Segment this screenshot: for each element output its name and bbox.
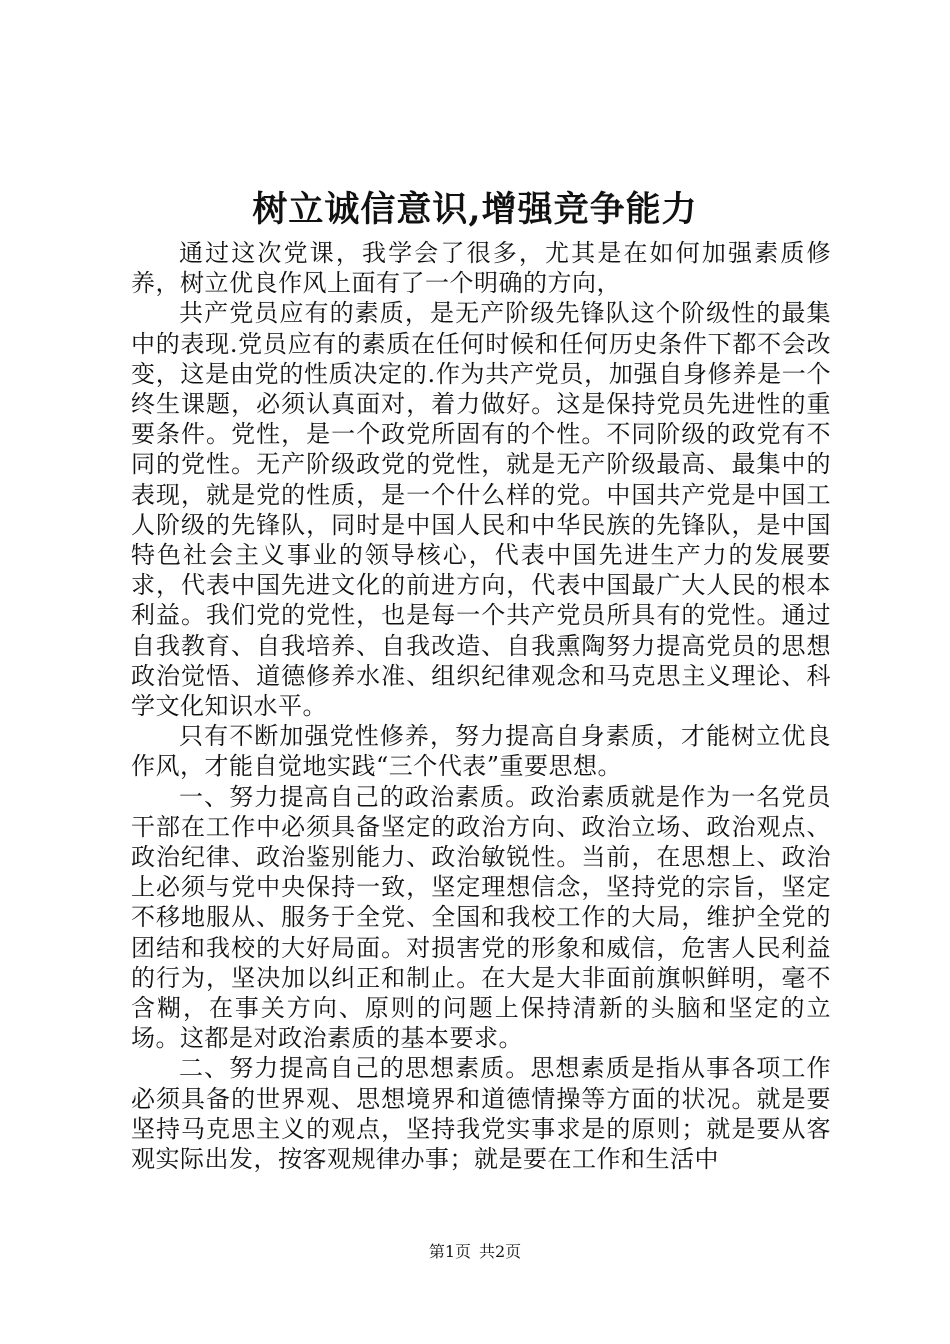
- paragraph-party-quality: 共产党员应有的素质，是无产阶级先锋队这个阶级性的最集中的表现.党员应有的素质在任何时候和任何历史条件下都不会改变，这是由党的性质决定的.作为共产党员，加强自身修养是一个终生课题，必须认真面对，着力做好。这是保持党员先进性的重要条件。党性，是一个政党所固有的个性。不同阶级的政党有不同的党性。无产阶级政党的党性，就是无产阶级最高、最集中的表现，就是党的性质，是一个什么样的党。中国共产党是中国工人阶级的先锋队，同时是中国人民和中华民族的先锋队，是中国特色社会主义事业的领导核心，代表中国先进生产力的发展要求，代表中国先进文化的前进方向，代表中国最广大人民的根本利益。我们党的党性，也是每一个共产党员所具有的党性。通过自我教育、自我培养、自我改造、自我熏陶努力提高党员的思想政治觉悟、道德修养水准、组织纪律观念和马克思主义理论、科学文化知识水平。: [131, 299, 831, 721]
- document-body: [131, 238, 831, 1174]
- document-title: 树立诚信意识,增强竞争能力: [252, 189, 698, 230]
- page-total: 共2页: [479, 1242, 522, 1261]
- paragraph-ideological-quality: 二、努力提高自己的思想素质。思想素质是指从事各项工作必须具备的世界观、思想境界和道德情操等方面的状况。就是要坚持马克思主义的观点，坚持我党实事求是的原则；就是要从客观实际出发，按客观规律办事；就是要在工作和生活中: [131, 1054, 831, 1174]
- paragraph-political-quality: 一、努力提高自己的政治素质。政治素质就是作为一名党员干部在工作中必须具备坚定的政治方向、政治立场、政治观点、政治纪律、政治鉴别能力、政治敏锐性。当前，在思想上、政治上必须与党中央保持一致，坚定理想信念，坚持党的宗旨，坚定不移地服从、服务于全党、全国和我校工作的大局，维护全党的团结和我校的大好局面。对损害党的形象和威信，危害人民利益的行为，坚决加以纠正和制止。在大是大非面前旗帜鲜明，毫不含糊，在事关方向、原则的问题上保持清新的头脑和坚定的立场。这都是对政治素质的基本要求。: [131, 782, 831, 1053]
- paragraph-intro: 通过这次党课，我学会了很多，尤其是在如何加强素质修养，树立优良作风上面有了一个明确的方向，: [131, 239, 831, 298]
- paragraph-party-spirit: 只有不断加强党性修养，努力提高自身素质，才能树立优良作风，才能自觉地实践“三个代表”重要思想。: [131, 722, 831, 781]
- page-footer: [0, 1242, 950, 1262]
- page-number: 第1页: [428, 1242, 471, 1261]
